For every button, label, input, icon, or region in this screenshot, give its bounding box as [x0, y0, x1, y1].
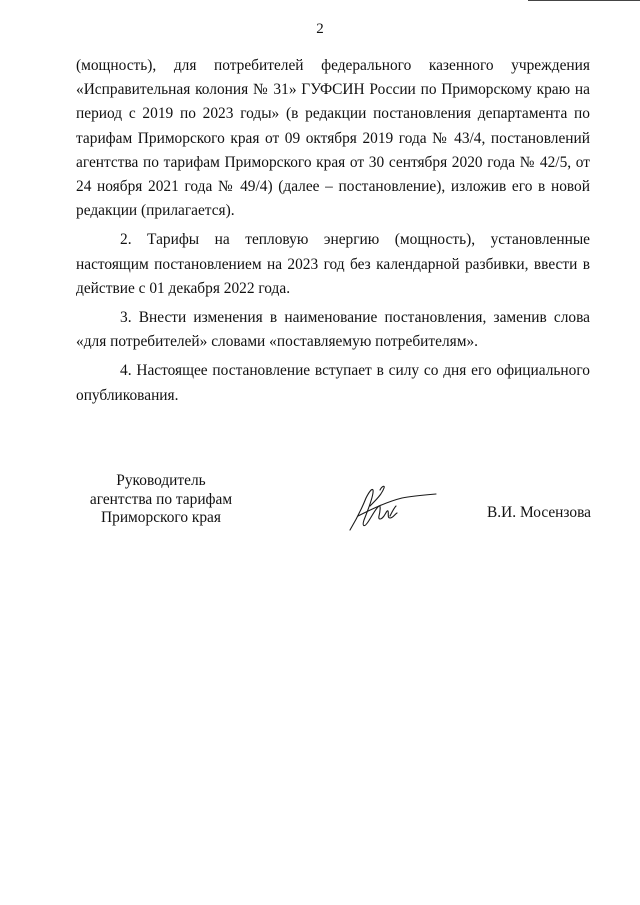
top-edge-rule	[528, 0, 640, 1]
signatory-name: В.И. Мосензова	[487, 504, 591, 521]
signatory-title	[76, 472, 246, 528]
paragraph-item-2: 2. Тарифы на тепловую энергию (мощность), установленные настоящим постановлением на 2023 год без календарной разбивки, ввести в действие с 01 декабря 2022 года.	[76, 231, 590, 297]
page-number: 2	[316, 21, 324, 37]
signatory-title-line: Приморского края	[101, 509, 221, 526]
signatory-title-line: агентства по тарифам	[89, 490, 233, 508]
document-body	[76, 54, 590, 413]
paragraph-continuation: (мощность), для потребителей федерального казенного учреждения «Исправительная колония № 31» ГУФСИН России по Приморскому краю на период с 2019 по 2023 годы» (в редакции постановления департамента по тарифам Приморского края от 09 октября 2019 года № 43/4, постановлений агентства по тарифам Приморского края от 30 сентября 2020 года № 42/5, от 24 ноября 2021 года № 49/4) (далее – постановление), изложив его в новой редакции (прилагается).	[76, 57, 590, 220]
paragraph-item-4: 4. Настоящее постановление вступает в силу со дня его официального опубликования.	[76, 362, 590, 404]
paragraph-item-3: 3. Внести изменения в наименование постановления, заменив слова «для потребителей» словами «поставляемую потребителям».	[76, 309, 590, 351]
signatory-title-line: Руководитель	[116, 472, 206, 489]
handwritten-signature	[346, 480, 438, 536]
